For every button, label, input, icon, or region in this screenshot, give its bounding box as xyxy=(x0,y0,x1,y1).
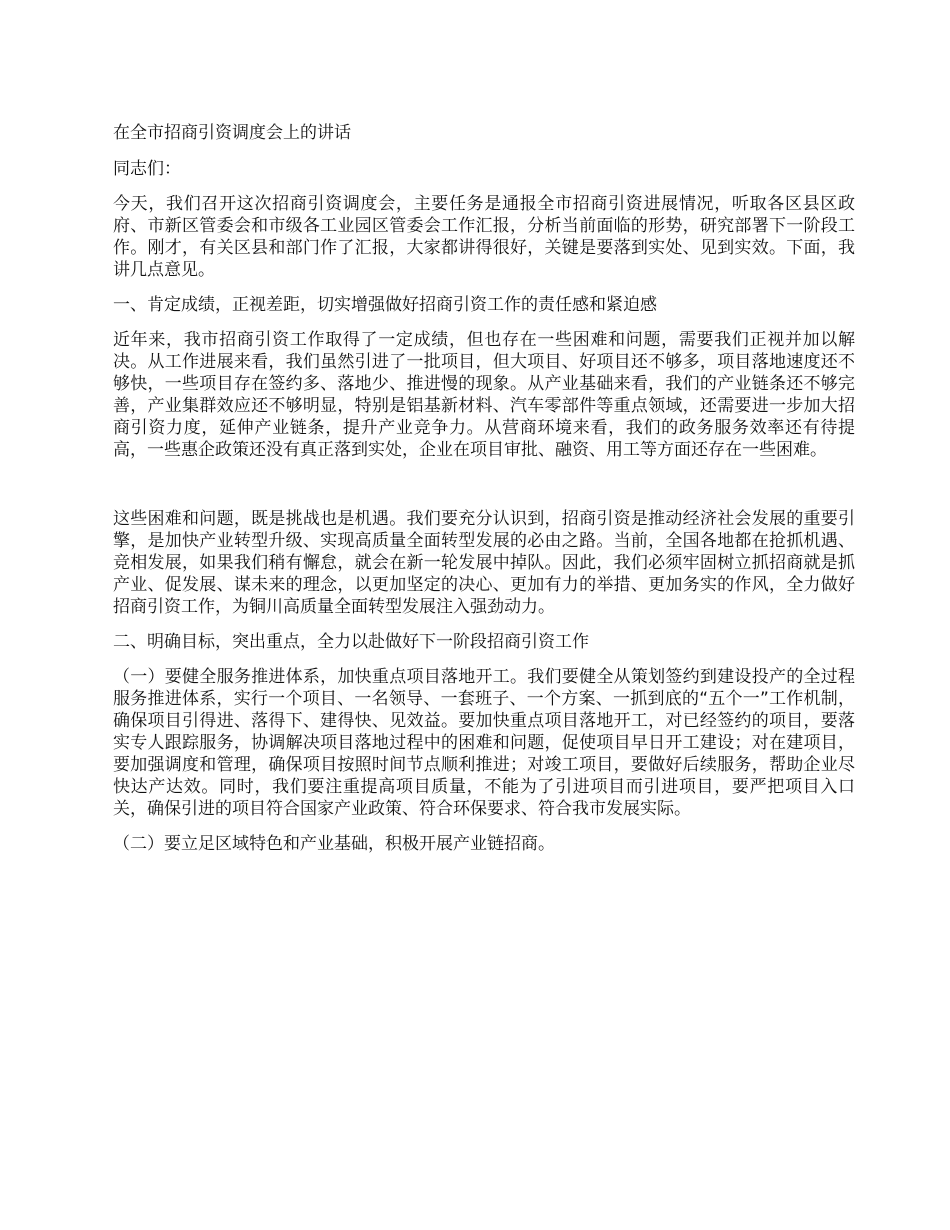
section1-paragraph-2: 这些困难和问题，既是挑战也是机遇。我们要充分认识到，招商引资是推动经济社会发展的重要引擎，是加快产业转型升级、实现高质量全面转型发展的必由之路。当前，全国各地都在抢抓机遇、竞相发展，如果我们稍有懈怠，就会在新一轮发展中掉队。因此，我们必须牢固树立抓招商就是抓产业、促发展、谋未来的理念，以更加坚定的决心、更加有力的举措、更加务实的作风，全力做好招商引资工作，为铜川高质量全面转型发展注入强劲动力。 xyxy=(113,509,855,617)
section-heading-2: 二、明确目标，突出重点，全力以赴做好下一阶段招商引资工作 xyxy=(113,632,589,652)
section2-paragraph-1: （一）要健全服务推进体系，加快重点项目落地开工。我们要健全从策划签约到建设投产的全过程服务推进体系，实行一个项目、一名领导、一套班子、一个方案、一抓到底的“五个一”工作机制，确保项目引得进、落得下、建得快、见效益。要加快重点项目落地开工，对已经签约的项目，要落实专人跟踪服务，协调解决项目落地过程中的困难和问题，促使项目早日开工建设；对在建项目，要加强调度和管理，确保项目按照时间节点顺利推进；对竣工项目，要做好后续服务，帮助企业尽快达产达效。同时，我们要注重提高项目质量，不能为了引进项目而引进项目，要严把项目入口关，确保引进的项目符合国家产业政策、符合环保要求、符合我市发展实际。 xyxy=(113,667,855,819)
section2-paragraph-2: （二）要立足区域特色和产业基础，积极开展产业链招商。 xyxy=(113,834,555,854)
section1-paragraph-1: 近年来，我市招商引资工作取得了一定成绩，但也存在一些困难和问题，需要我们正视并加以解决。从工作进展来看，我们虽然引进了一批项目，但大项目、好项目还不够多，项目落地速度还不够快，一些项目存在签约多、落地少、推进慢的现象。从产业基础来看，我们的产业链条还不够完善，产业集群效应还不够明显，特别是铝基新材料、汽车零部件等重点领域，还需要进一步加大招商引资力度，延伸产业链条，提升产业竞争力。从营商环境来看，我们的政务服务效率还有待提高，一些惠企政策还没有真正落到实处，企业在项目审批、融资、用工等方面还存在一些困难。 xyxy=(113,330,855,460)
document-page xyxy=(113,122,855,868)
intro-paragraph: 今天，我们召开这次招商引资调度会，主要任务是通报全市招商引资进展情况，听取各区县区政府、市新区管委会和市级各工业园区管委会工作汇报，分析当前面临的形势，研究部署下一阶段工作。刚才，有关区县和部门作了汇报，大家都讲得很好，关键是要落到实处、见到实效。下面，我讲几点意见。 xyxy=(113,194,855,280)
document-title: 在全市招商引资调度会上的讲话 xyxy=(113,123,351,143)
section-heading-1: 一、肯定成绩，正视差距，切实增强做好招商引资工作的责任感和紧迫感 xyxy=(113,295,657,315)
paragraph-gap xyxy=(113,474,855,508)
salutation: 同志们： xyxy=(113,159,181,179)
